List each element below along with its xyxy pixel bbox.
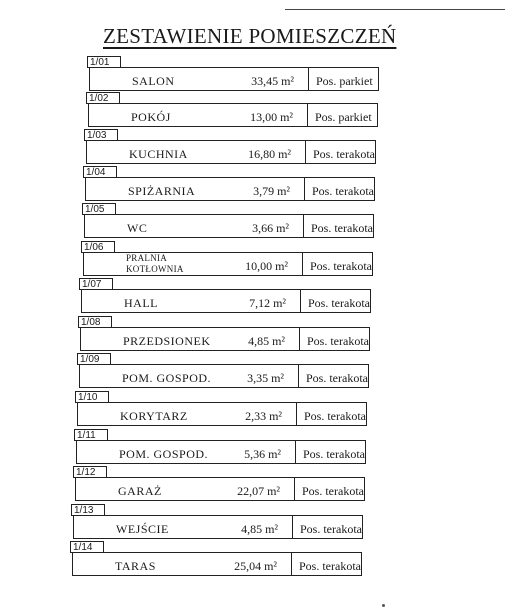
- room-area: 3,79 m²: [253, 184, 290, 198]
- column-divider: [300, 290, 301, 312]
- floor-finish: Pos. terakota: [302, 484, 364, 498]
- table-row: [73, 467, 365, 502]
- room-name-line1: POM. GOSPOD.: [119, 447, 209, 461]
- table-row: [77, 354, 369, 389]
- top-rule: [285, 9, 505, 10]
- speck: [382, 604, 385, 607]
- room-name-line1: WC: [127, 221, 148, 235]
- row-box: [80, 327, 370, 351]
- room-name-line1: WEJŚCIE: [116, 522, 169, 536]
- room-number: 1/05: [82, 203, 116, 215]
- row-box: [76, 440, 366, 464]
- table-row: [75, 392, 367, 427]
- column-divider: [308, 68, 309, 90]
- room-number: 1/07: [79, 278, 113, 290]
- floor-finish: Pos. terakota: [306, 371, 368, 385]
- room-area: 3,66 m²: [252, 221, 289, 235]
- table-row: [78, 317, 370, 352]
- row-box: [81, 289, 371, 313]
- room-name-line1: TARAS: [115, 559, 156, 573]
- floor-finish: Pos. terakota: [308, 296, 370, 310]
- floor-finish: Pos. terakota: [312, 184, 374, 198]
- room-area: 16,80 m²: [248, 147, 291, 161]
- room-number: 1/08: [78, 316, 112, 328]
- room-name-line1: GARAŻ: [118, 484, 162, 498]
- room-area: 4,85 m²: [241, 522, 278, 536]
- column-divider: [299, 328, 300, 350]
- room-name: [131, 110, 171, 125]
- room-number: 1/06: [81, 241, 115, 253]
- column-divider: [302, 253, 303, 275]
- room-area: 13,00 m²: [250, 110, 293, 124]
- room-name-line1: SALON: [132, 74, 175, 88]
- floor-finish: Pos. terakota: [311, 221, 373, 235]
- table-row: [86, 93, 378, 128]
- room-name: [118, 484, 162, 499]
- room-number: 1/09: [77, 353, 111, 365]
- room-name: [128, 184, 195, 199]
- table-row: [79, 279, 371, 314]
- row-box: [79, 364, 369, 388]
- room-name-line1: PRALNIA: [126, 253, 168, 263]
- floor-finish: Pos. terakota: [303, 447, 365, 461]
- room-area: 22,07 m²: [237, 484, 280, 498]
- floor-finish: Pos. terakota: [310, 259, 372, 273]
- room-name-line1: SPIŻARNIA: [128, 184, 196, 198]
- room-name-line2: KOTŁOWNIA: [126, 264, 184, 274]
- room-name: [127, 221, 147, 236]
- table-row: [71, 505, 363, 540]
- column-divider: [296, 403, 297, 425]
- page-title: ZESTAWIENIE POMIESZCZEŃ: [103, 24, 397, 48]
- room-name: [129, 147, 188, 162]
- room-name: [132, 74, 175, 89]
- room-name: [123, 334, 211, 349]
- room-name: [115, 559, 156, 574]
- floor-finish: Pos. terakota: [299, 559, 361, 573]
- room-name: [126, 253, 184, 275]
- table-row: [81, 242, 373, 277]
- row-box: [88, 103, 378, 127]
- table-row: [82, 204, 374, 239]
- column-divider: [294, 478, 295, 500]
- room-area: 5,36 m²: [244, 447, 281, 461]
- row-box: [72, 552, 362, 576]
- floor-finish: Pos. terakota: [313, 147, 375, 161]
- room-number: 1/13: [71, 504, 105, 516]
- room-name-line1: HALL: [124, 296, 158, 310]
- room-area: 4,85 m²: [248, 334, 285, 348]
- floor-finish: Pos. parkiet: [315, 110, 372, 124]
- table-row: [87, 57, 379, 92]
- row-box: [85, 177, 375, 201]
- room-number: 1/11: [74, 429, 108, 441]
- column-divider: [304, 178, 305, 200]
- column-divider: [295, 441, 296, 463]
- room-area: 2,33 m²: [245, 409, 282, 423]
- room-number: 1/01: [87, 56, 121, 68]
- room-name-line1: POM. GOSPOD.: [122, 371, 212, 385]
- room-area: 10,00 m²: [245, 259, 288, 273]
- row-box: [77, 402, 367, 426]
- room-area: 7,12 m²: [249, 296, 286, 310]
- table-row: [70, 542, 362, 577]
- room-number: 1/14: [70, 541, 104, 553]
- row-box: [86, 140, 376, 164]
- row-box: [89, 67, 379, 91]
- room-number: 1/12: [73, 466, 107, 478]
- room-area: 33,45 m²: [251, 74, 294, 88]
- room-name-line1: PRZEDSIONEK: [123, 334, 211, 348]
- row-box: [84, 214, 374, 238]
- floor-finish: Pos. terakota: [304, 409, 366, 423]
- floor-finish: Pos. terakota: [300, 522, 362, 536]
- room-number: 1/10: [75, 391, 109, 403]
- room-name: [124, 296, 158, 311]
- room-name-line1: KUCHNIA: [129, 147, 188, 161]
- room-area: 3,35 m²: [247, 371, 284, 385]
- floor-finish: Pos. parkiet: [316, 74, 373, 88]
- room-name: [119, 447, 208, 462]
- room-number: 1/02: [86, 92, 120, 104]
- column-divider: [292, 516, 293, 538]
- room-number: 1/03: [84, 129, 118, 141]
- room-name-line1: POKÓJ: [131, 110, 171, 124]
- column-divider: [291, 553, 292, 575]
- room-area: 25,04 m²: [234, 559, 277, 573]
- room-number: 1/04: [83, 166, 117, 178]
- row-box: [73, 515, 363, 539]
- row-box: [83, 252, 373, 276]
- table-row: [84, 130, 376, 165]
- room-name-line1: KORYTARZ: [120, 409, 188, 423]
- column-divider: [298, 365, 299, 387]
- room-name: [120, 409, 188, 424]
- row-box: [75, 477, 365, 501]
- floor-finish: Pos. terakota: [307, 334, 369, 348]
- column-divider: [307, 104, 308, 126]
- column-divider: [305, 141, 306, 163]
- room-name: [116, 522, 169, 537]
- table-row: [74, 430, 366, 465]
- room-name: [122, 371, 211, 386]
- table-row: [83, 167, 375, 202]
- column-divider: [303, 215, 304, 237]
